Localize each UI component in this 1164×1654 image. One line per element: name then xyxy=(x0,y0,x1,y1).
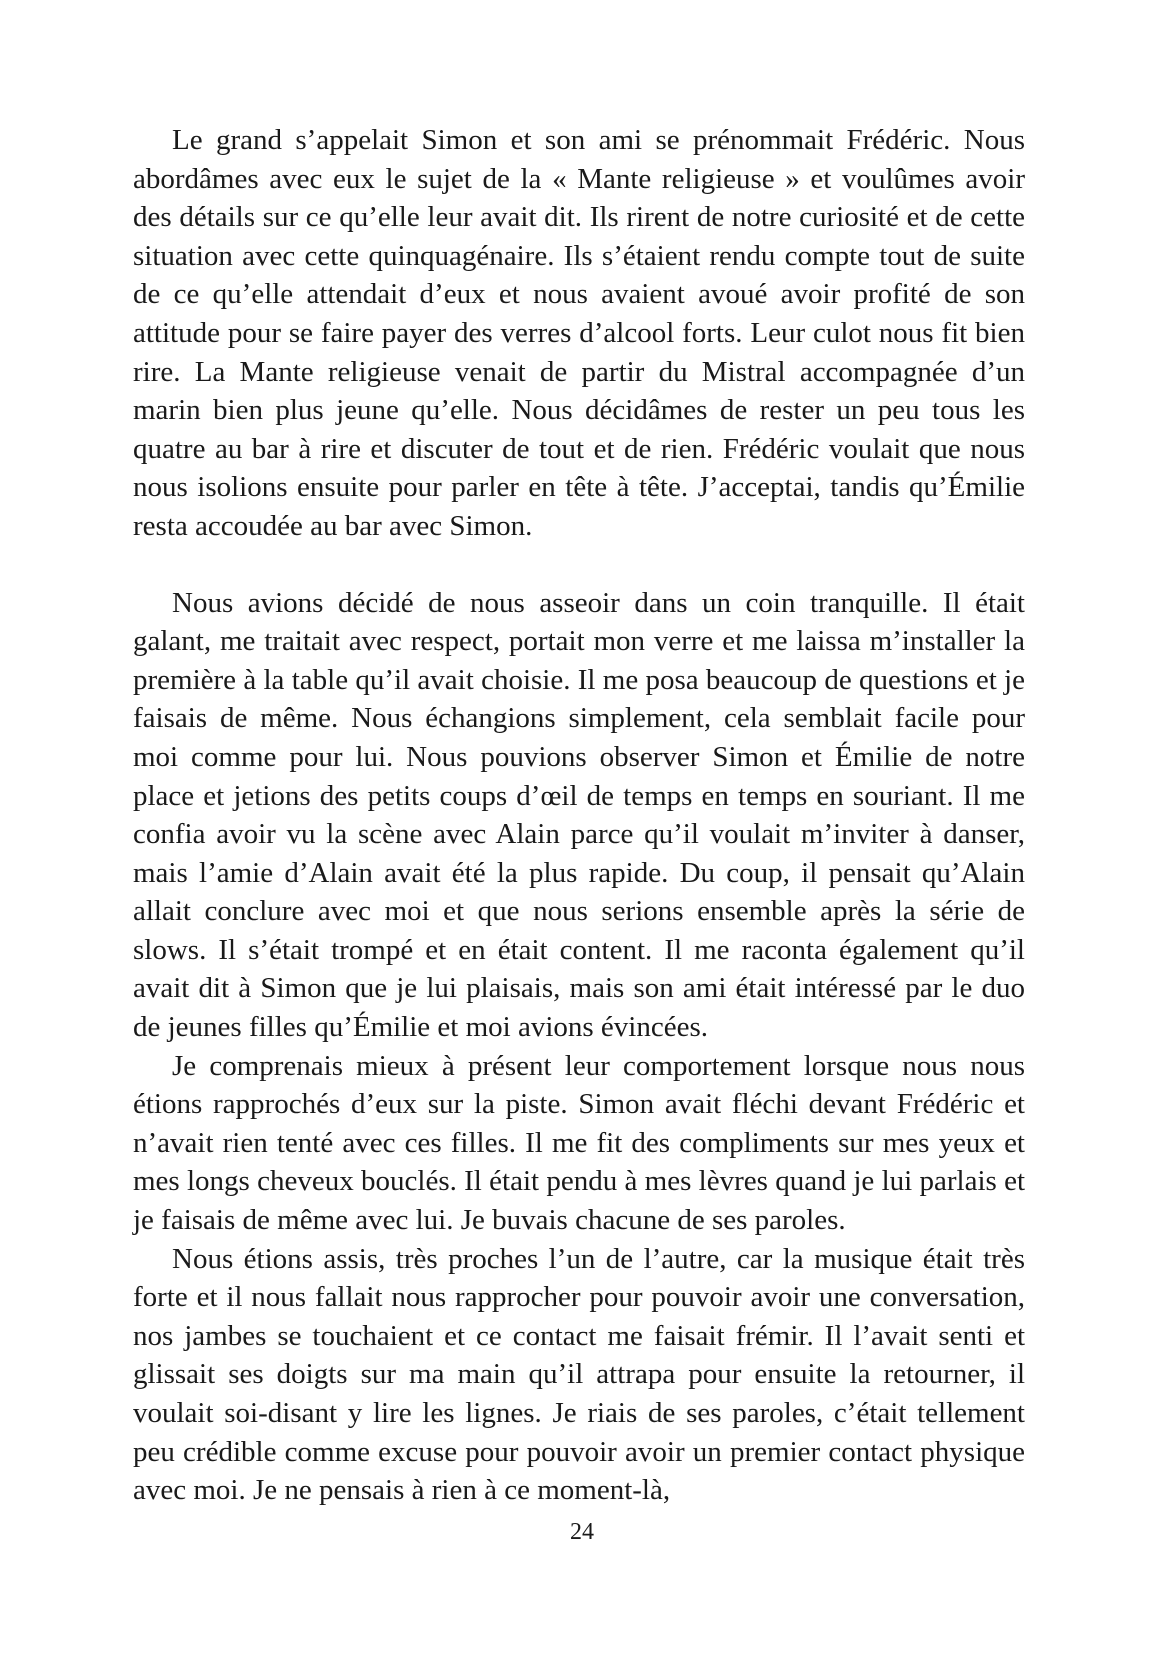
paragraph-2: Nous avions décidé de nous asseoir dans un coin tranquille. Il était galant, me traitait avec respect, portait mon verre et me laissa m’installer la première à la table qu’il avait choisie. Il me posa beaucoup de questions et je faisais de même. Nous échangions simplement, cela semblait facile pour moi comme pour lui. Nous pouvions observer Simon et Émilie de notre place et jetions des petits coups d’œil de temps en temps en souriant. Il me confia avoir vu la scène avec Alain parce qu’il voulait m’inviter à danser, mais l’amie d’Alain avait été la plus rapide. Du coup, il pensait qu’Alain allait conclure avec moi et que nous serions ensemble après la série de slows. Il s’était trompé et en était content. Il me raconta également qu’il avait dit à Simon que je lui plaisais, mais son ami était intéressé par le duo de jeunes filles qu’Émilie et moi avions évincées. xyxy=(133,586,1025,1044)
page-number: 24 xyxy=(570,1519,594,1545)
paragraph-1: Le grand s’appelait Simon et son ami se prénommait Frédéric. Nous abordâmes avec eux le sujet de la « Mante religieuse » et voulûmes avoir des détails sur ce qu’elle leur avait dit. Ils rirent de notre curiosité et de cette situation avec cette quinquagénaire. Ils s’étaient rendu compte tout de suite de ce qu’elle attendait d’eux et nous avaient avoué avoir profité de son attitude pour se faire payer des verres d’alcool forts. Leur culot nous fit bien rire. La Mante religieuse venait de partir du Mistral accompagnée d’un marin bien plus jeune qu’elle. Nous décidâmes de rester un peu tous les quatre au bar à rire et discuter de tout et de rien. Frédéric voulait que nous nous isolions ensuite pour parler en tête à tête. J’acceptai, tandis qu’Émilie resta accoudée au bar avec Simon. xyxy=(133,124,1025,542)
body-text xyxy=(133,121,1025,1510)
paragraph-3: Je comprenais mieux à présent leur comportement lorsque nous nous étions rapprochés d’eux sur la piste. Simon avait fléchi devant Frédéric et n’avait rien tenté avec ces filles. Il me fit des compliments sur mes yeux et mes longs cheveux bouclés. Il était pendu à mes lèvres quand je lui parlais et je faisais de même avec lui. Je buvais chacune de ses paroles. xyxy=(133,1049,1025,1237)
paragraph-4: Nous étions assis, très proches l’un de l’autre, car la musique était très forte et il nous fallait nous rapprocher pour pouvoir avoir une conversation, nos jambes se touchaient et ce contact me faisait frémir. Il l’avait senti et glissait ses doigts sur ma main qu’il attrapa pour ensuite la retourner, il voulait soi-disant y lire les lignes. Je riais de ses paroles, c’était tellement peu crédible comme excuse pour pouvoir avoir un premier contact physique avec moi. Je ne pensais à rien à ce moment-là, xyxy=(133,1242,1025,1507)
